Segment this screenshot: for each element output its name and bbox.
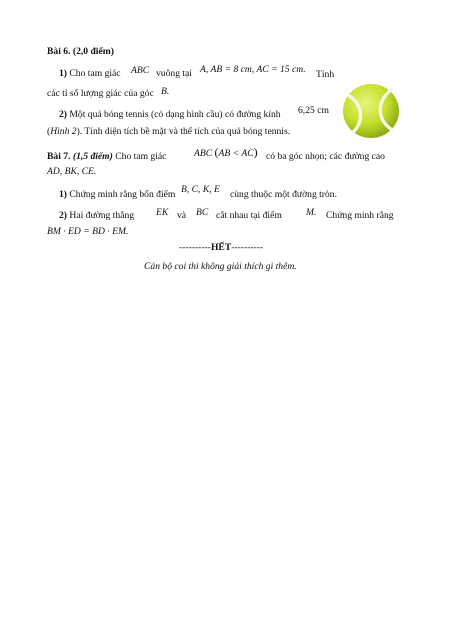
bai7-points-bcke: B, C, K, E bbox=[181, 184, 220, 195]
bai6-points: (2,0 điểm) bbox=[72, 46, 114, 57]
bai7-points: (1,5 điểm) bbox=[72, 151, 113, 162]
bai6-heading-line bbox=[47, 46, 114, 58]
bai7-point-m: M. bbox=[306, 207, 317, 218]
bai6-part1-number: 1) bbox=[59, 68, 67, 79]
bai7-triangle: ABC (AB < AC) bbox=[194, 145, 258, 159]
bai6-angle-b: B. bbox=[161, 86, 170, 97]
bai6-triangle-abc: ABC bbox=[131, 65, 150, 76]
bai7-heading-line bbox=[47, 151, 166, 163]
bai7-text-a: Cho tam giác bbox=[115, 151, 167, 162]
bai6-paren-open: ( bbox=[47, 126, 51, 137]
bai7-part2-text-b: cắt nhau tại điểm bbox=[216, 210, 282, 221]
bai6-part2-text-b: ). Tính diện tích bề mặt và thể tích của quả bóng tennis. bbox=[76, 126, 291, 137]
bai7-heading: Bài 7. bbox=[47, 151, 71, 162]
bai7-part2-number: 2) bbox=[59, 210, 67, 221]
bai6-part1-line1 bbox=[59, 68, 121, 80]
bai6-part2-text-a: Một quả bóng tennis (có dạng hình cầu) có đường kính bbox=[69, 109, 281, 120]
bai7-part1-text-a: Chứng minh rằng bốn điểm bbox=[69, 189, 176, 200]
bai7-part2-text-c: Chứng minh rằng bbox=[326, 210, 394, 221]
bai6-part1-line2: các tỉ số lượng giác của góc bbox=[47, 88, 154, 99]
bai6-part1-text-b: vuông tại bbox=[156, 68, 192, 79]
bai7-condition: AB < AC bbox=[218, 148, 254, 159]
bai7-text-b: có ba góc nhọn; các đường cao bbox=[266, 151, 385, 162]
end-dash-right: ---------- bbox=[231, 242, 264, 253]
bai6-part2-line2 bbox=[47, 126, 290, 138]
bai7-triangle-abc: ABC bbox=[194, 148, 213, 159]
bai7-part2-text-a: Hai đường thẳng bbox=[69, 210, 135, 221]
bai6-diameter: 6,25 cm bbox=[298, 105, 329, 116]
bai7-part1-text-b: cùng thuộc một đường tròn. bbox=[230, 189, 337, 200]
bai6-part1-math: A, AB = 8 cm, AC = 15 cm. bbox=[200, 64, 306, 75]
bai7-line-ek: EK bbox=[156, 207, 169, 218]
bai7-and: và bbox=[177, 210, 187, 221]
bai7-altitudes: AD, BK, CE. bbox=[47, 166, 97, 177]
end-dash-left: ---------- bbox=[179, 242, 211, 253]
bai6-part2-number: 2) bbox=[59, 109, 67, 120]
bai6-heading: Bài 6. bbox=[47, 46, 71, 57]
bai6-part2-line1 bbox=[59, 109, 281, 121]
bai7-part1-number: 1) bbox=[59, 189, 67, 200]
bai6-figure-ref: Hình 2 bbox=[50, 126, 77, 137]
proctor-note: Cán bộ coi thi không giải thích gì thêm. bbox=[144, 261, 297, 272]
end-marker bbox=[179, 242, 263, 254]
bai7-part2-lead bbox=[59, 210, 134, 222]
tennis-ball-icon bbox=[342, 83, 400, 139]
bai7-part1-line bbox=[59, 189, 175, 201]
bai6-part1-text-c: Tính bbox=[316, 69, 335, 80]
bai7-line-bc: BC bbox=[196, 207, 209, 218]
bai7-equation: BM · ED = BD · EM. bbox=[47, 226, 129, 237]
end-word: HẾT bbox=[210, 242, 232, 253]
bai6-part1-text-a: Cho tam giác bbox=[69, 68, 121, 79]
